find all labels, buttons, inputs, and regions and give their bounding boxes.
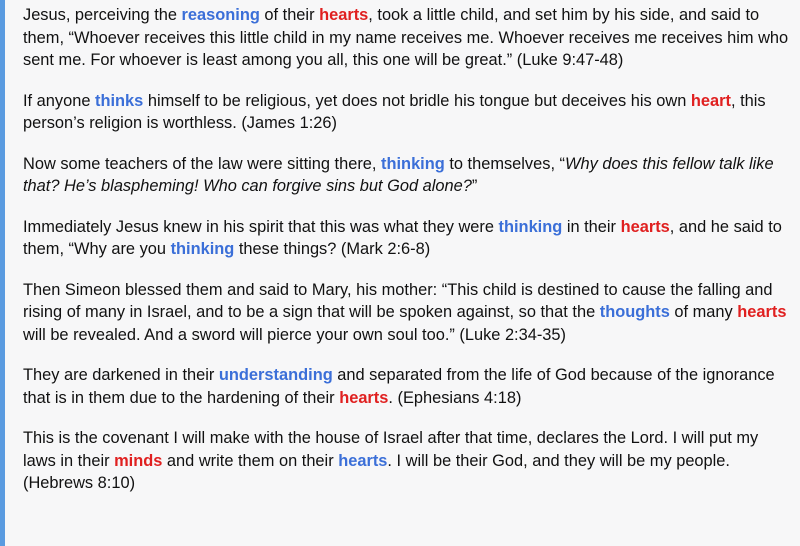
text-segment: and write them on their xyxy=(162,451,339,470)
text-segment: Then Simeon blessed them and said to Mary, his mother: “This child is destined to cause the falling and rising of many in Israel, and to be a sign that will be spoken against, so that the xyxy=(23,280,773,321)
text-segment: of many xyxy=(669,303,738,321)
text-segment: , this person’s religion is worthless. (James 1:26) xyxy=(23,91,766,132)
highlight-blue: thinking xyxy=(170,240,235,258)
text-segment: , took a little child, and set him by his side, and said to them, “Whoever receives this little child in my name receives me. Whoever receives me receives him who sent me. For whoever is least among you all, this one will be great.” (Luke 9:47-48) xyxy=(23,6,789,69)
highlight-blue: hearts xyxy=(338,451,388,470)
italic-quote: Why does this fellow talk like that? He’s blaspheming! Who can forgive sins but God alone? xyxy=(23,154,774,195)
highlight-blue: thinks xyxy=(95,91,144,110)
text-segment: . (Ephesians 4:18) xyxy=(388,388,522,407)
passage-james-1 xyxy=(23,90,794,135)
text-segment: these things? (Mark 2:6-8) xyxy=(234,240,431,258)
text-segment: If anyone xyxy=(23,91,95,110)
highlight-red: heart xyxy=(690,91,731,110)
text-segment: of their xyxy=(259,6,320,24)
highlight-blue: reasoning xyxy=(181,6,260,24)
highlight-red: hearts xyxy=(339,388,389,407)
text-segment: will be revealed. And a sword will pierce your own soul too.” (Luke 2:34-35) xyxy=(23,325,566,344)
text-segment: to themselves, “ xyxy=(444,154,566,173)
text-segment: himself to be religious, yet does not bridle his tongue but deceives his own xyxy=(143,91,691,110)
text-segment: in their xyxy=(562,217,621,236)
text-segment: , and he said to them, “Why are you xyxy=(23,217,782,258)
passage-teachers xyxy=(23,153,794,198)
highlight-blue: thinking xyxy=(381,154,445,173)
passage-mark-2 xyxy=(23,216,794,261)
passage-luke-9 xyxy=(23,4,794,72)
text-segment: Jesus, perceiving the xyxy=(23,6,182,24)
passage-ephesians-4 xyxy=(23,364,794,409)
highlight-red: hearts xyxy=(620,217,670,236)
text-segment: . I will be their God, and they will be my people. (Hebrews 8:10) xyxy=(23,451,730,492)
text-segment: ” xyxy=(471,177,478,195)
text-segment: Immediately Jesus knew in his spirit that this was what they were xyxy=(23,217,499,236)
text-segment: Now some teachers of the law were sitting there, xyxy=(23,154,382,173)
highlight-blue: thoughts xyxy=(599,303,670,321)
highlight-blue: thinking xyxy=(498,217,563,236)
text-segment: and separated from the life of God because of the ignorance that is in them due to the hardening of their xyxy=(23,366,775,407)
passage-hebrews-8 xyxy=(23,427,794,495)
highlight-red: hearts xyxy=(737,303,787,321)
text-segment: They are darkened in their xyxy=(23,366,219,384)
highlight-red: minds xyxy=(114,451,163,470)
text-segment: This is the covenant I will make with the house of Israel after that time, declares the Lord. I will put my laws in their xyxy=(23,429,759,470)
passage-luke-2 xyxy=(23,279,794,347)
highlight-red: hearts xyxy=(319,6,369,24)
highlight-blue: understanding xyxy=(218,366,333,384)
